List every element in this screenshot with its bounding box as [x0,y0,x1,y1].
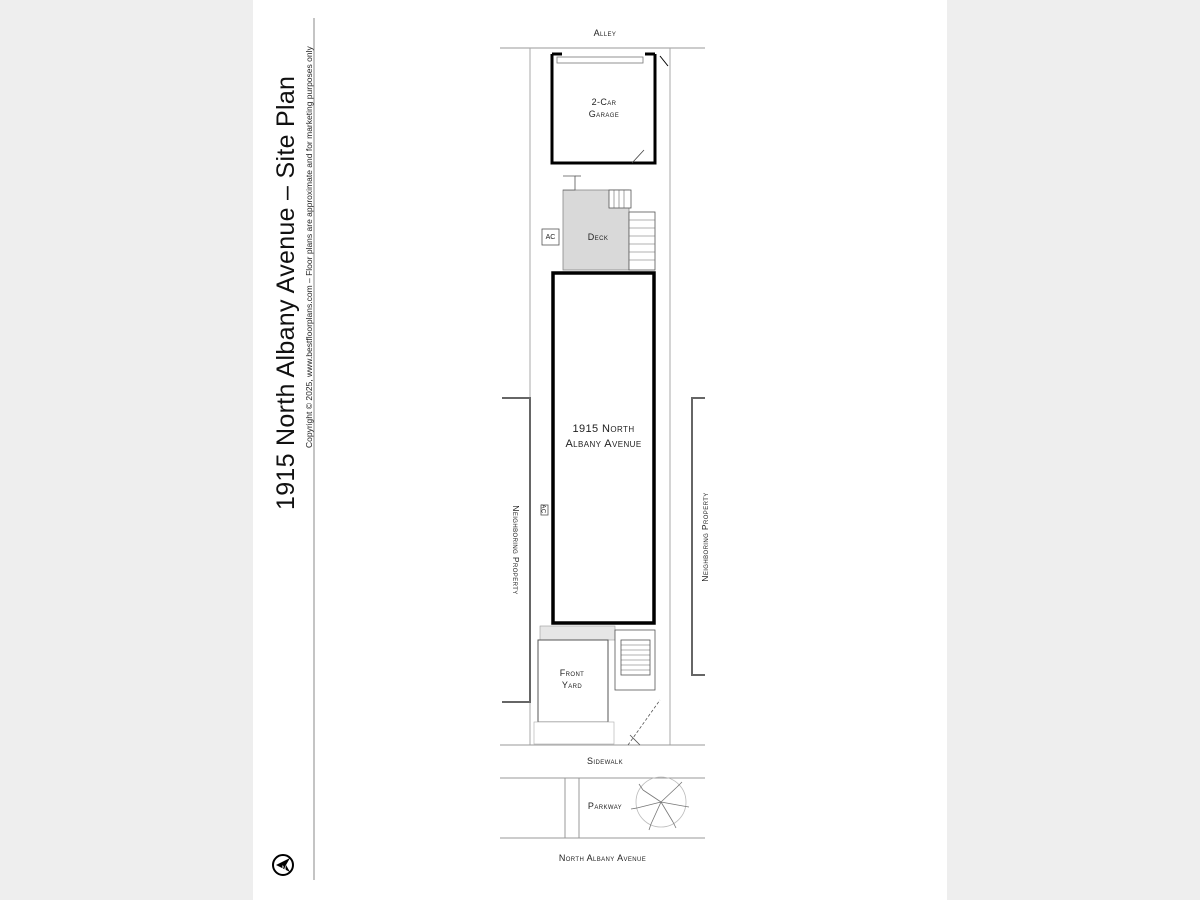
neighbor-right-label: Neighboring Property [700,492,710,582]
page-title: 1915 North Albany Avenue – Site Plan [272,75,300,510]
deck-stairs-top [609,190,631,208]
compass-letter: N [281,866,287,872]
deck [542,176,655,270]
street-label: North Albany Avenue [558,853,647,863]
deck-label: Deck [587,232,609,242]
house-label-1: 1915 North [572,423,635,435]
garage-side-door [632,150,644,163]
copyright-note: Copyright © 2025, www.bestfloorplans.com – Floor plans are approximate and for marketing purposes only [304,46,314,448]
house-label-2: Albany Avenue [565,438,642,450]
neighbor-left-label: Neighboring Property [511,505,521,595]
deck-stairs-left [563,176,575,190]
garage-door [557,57,643,63]
side-ac-label: AC [539,504,546,514]
front-yard-label-1: Front [559,668,585,678]
garage-label-1: 2-Car [591,97,617,107]
alley-label: Alley [593,28,617,38]
deck-stairs-right [629,212,655,270]
tree-icon [631,777,689,830]
parkway-label: Parkway [587,801,623,811]
ac-label: AC [545,234,556,241]
sidewalk-label: Sidewalk [587,756,623,766]
front-yard-label-2: Yard [561,680,583,690]
garage-label-2: Garage [588,109,620,119]
